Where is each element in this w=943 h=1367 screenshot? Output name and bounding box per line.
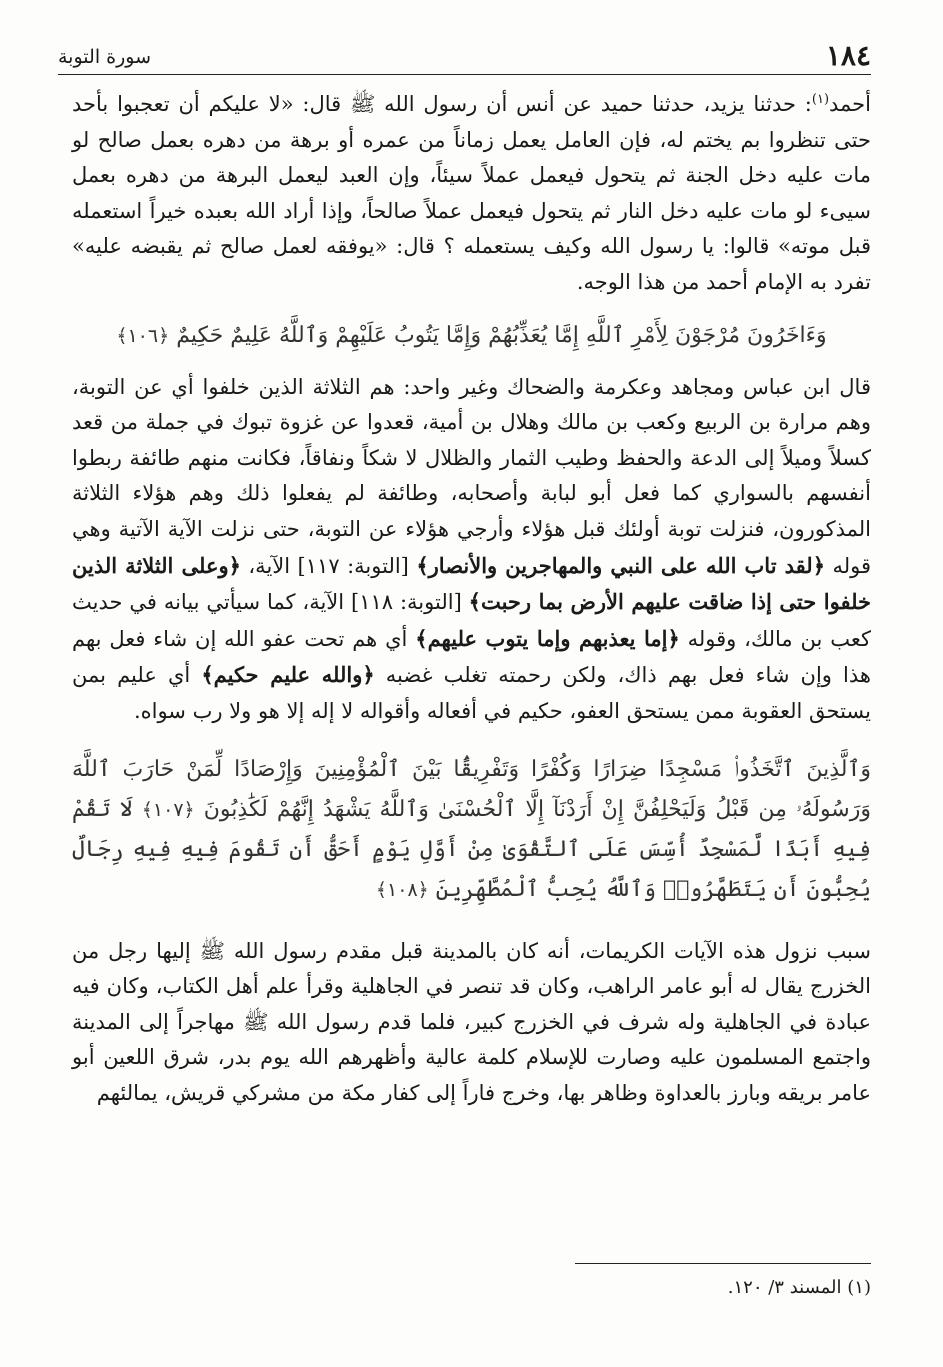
- paragraph-text: : حدثنا يزيد، حدثنا حميد عن أنس أن رسول الله ﷺ قال: «لا عليكم أن تعجبوا بأحد حتى تنظروا بم يختم له، فإن العامل يعمل زماناً من عمره أو برهة من دهره بعمل صالح لو مات عليه دخل الجنة ثم يتحول فيعمل عملاً سيئاً، وإن العبد ليعمل البرهة من دهره بعمل سيىء لو مات عليه دخل النار ثم يتحول فيعمل عملاً صالحاً، وإذا أراد الله بعبده خيراً استعمله قبل موته» قالوا: يا رسول الله وكيف يستعمله ؟ قال: «يوفقه لعمل صالح ثم يقبضه عليه» تفرد به الإمام أحمد من هذا الوجه.: [72, 92, 871, 294]
- footnote-text: المسند ٣/ ١٢٠.: [727, 1277, 842, 1298]
- page-number: ١٨٤: [825, 39, 871, 72]
- verse-text: وَٱلَّذِينَ ٱتَّخَذُوا۟ مَسْجِدًا ضِرَارًا وَكُفْرًا وَتَفْرِيقًۢا بَيْنَ ٱلْمُؤْمِنِينَ وَإِرْصَادًا لِّمَنْ حَارَبَ ٱللَّهَ وَرَسُولَهُۥ مِن قَبْلُ وَلَيَحْلِفُنَّ إِنْ أَرَدْنَآ إِلَّا ٱلْحُسْنَىٰ وَٱللَّهُ يَشْهَدُ إِنَّهُمْ لَكَٰذِبُونَ: [72, 756, 871, 822]
- commentary-text: [التوبة: ١١٨] الآية، كما سيأتي بيانه في حديث كعب بن مالك، وقوله: [72, 590, 871, 651]
- commentary-text: أي عليم بمن يستحق العقوبة ممن يستحق العفو، حكيم في أفعاله وأقواله لا إله إلا هو ولا رب سواه.: [72, 663, 871, 723]
- quoted-verse: ﴿وعلى الثلاثة الذين خلفوا حتى إذا ضاقت عليهم الأرض بما رحبت﴾: [72, 552, 872, 615]
- commentary-text: [التوبة: ١١٧] الآية،: [240, 553, 417, 578]
- paragraph-commentary: [72, 370, 871, 730]
- ayah-number-marker: ﴿١٠٨﴾: [375, 878, 429, 901]
- verse-text: وَءَاخَرُونَ مُرْجَوْنَ لِأَمْرِ ٱللَّهِ إِمَّا يُعَذِّبُهُمْ وَإِمَّا يَتُوبُ عَلَيْهِمْ وَٱللَّهُ عَلِيمٌ حَكِيمٌ: [176, 322, 827, 348]
- ayah-number-marker: ﴿١٠٧﴾: [141, 798, 195, 821]
- page-header: [58, 28, 871, 75]
- ayah-number-marker: ﴿١٠٦﴾: [116, 324, 170, 347]
- footnote-reference: (١): [811, 92, 830, 107]
- quoted-verse: ﴿لقد تاب الله على النبي والمهاجرين والأنصار﴾: [416, 552, 825, 578]
- quran-verse-106: [72, 323, 871, 348]
- page-body: [72, 82, 871, 1111]
- verse-text: لَا تَقُمْ فِيهِ أَبَدًا لَّمَسْجِدٌ أُسِّسَ عَلَى ٱلتَّقْوَىٰ مِنْ أَوَّلِ يَوْمٍ أَحَقُّ أَن تَقُومَ فِيهِ فِيهِ رِجَالٌ يُحِبُّونَ أَن يَتَطَهَّرُوا۟ وَٱللَّهُ يُحِبُّ ٱلْمُطَّهِّرِينَ: [72, 796, 871, 902]
- paragraph-text: سبب نزول هذه الآيات الكريمات، أنه كان بالمدينة قبل مقدم رسول الله ﷺ إليها رجل من الخزرج يقال له أبو عامر الراهب، وكان قد تنصر في الجاهلية وقرأ علم أهل الكتاب، وكان فيه عبادة في الجاهلية وله شرف في الخزرج كبير، فلما قدم رسول الله ﷺ مهاجراً إلى المدينة واجتمع المسلمون عليه وصارت للإسلام كلمة عالية وأظهرهم الله يوم بدر، شرق اللعين أبو عامر بريقه وبارز بالعداوة وظاهر بها، وخرج فاراً إلى كفار مكة من مشركي قريش، يمالئهم: [72, 938, 871, 1105]
- quoted-verse: ﴿إما يعذبهم وإما يتوب عليهم﴾: [415, 625, 680, 651]
- quoted-verse: ﴿والله عليم حكيم﴾: [201, 662, 375, 688]
- footnote: [728, 1277, 871, 1298]
- footnote-divider: [575, 1263, 871, 1264]
- footnote-number: (١): [847, 1277, 871, 1298]
- commentary-text: قال ابن عباس ومجاهد وعكرمة والضحاك وغير واحد: هم الثلاثة الذين خلفوا أي عن التوبة، وهم مرارة بن الربيع وكعب بن مالك وهلال بن أمية، قعدوا عن غزوة تبوك في جملة من قعد كسلاً وميلاً إلى الدعة والحفظ وطيب الثمار والظلال لا شكاً ونفاقاً، فكانت منهم طائفة ربطوا أنفسهم بالسواري كما فعل أبو لبابة وأصحابه، وطائفة لم يفعلوا ذلك وهم هؤلاء الثلاثة المذكورون، فنزلت توبة أولئك قبل هؤلاء وأرجي هؤلاء عن التوبة، حتى نزلت الآية الآتية وهي قوله: [72, 374, 872, 578]
- quran-verses-107-108: [72, 750, 871, 910]
- commentary-text: أي هم تحت عفو الله إن شاء فعل بهم هذا وإن شاء فعل بهم ذاك، ولكن رحمته تغلب غضبه: [72, 626, 871, 688]
- paragraph-hadith: [72, 82, 871, 301]
- paragraph-lead: أحمد: [829, 92, 871, 116]
- paragraph-revelation-cause: [72, 934, 871, 1112]
- running-title: سورة التوبة: [58, 46, 151, 68]
